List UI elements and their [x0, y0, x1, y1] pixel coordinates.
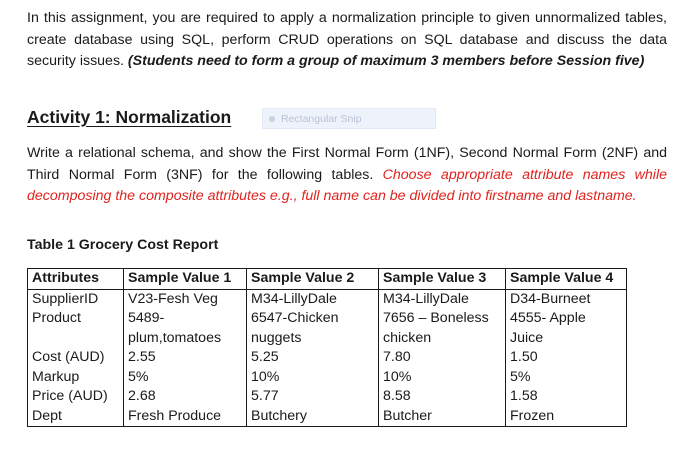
table-cell: Frozen [506, 407, 627, 427]
table-cell: 6547-Chicken [247, 309, 379, 329]
table-cell: 5.77 [247, 387, 379, 407]
table-row [28, 309, 627, 329]
instruction-text: Write a relational schema, and show the First Normal Form (1NF), Second Normal Form (2NF) and Third Normal Form (3NF) for the following tables. [27, 145, 667, 183]
table-cell: Price (AUD) [28, 387, 124, 407]
table-caption: Table 1 Grocery Cost Report [27, 237, 219, 253]
table-cell: Product [28, 309, 124, 329]
table-cell: Butchery [247, 407, 379, 427]
table-cell: Juice [506, 329, 627, 349]
column-header: Sample Value 4 [506, 269, 627, 290]
table-cell: 7.80 [379, 348, 506, 368]
grocery-cost-table [27, 268, 627, 427]
table-row [28, 348, 627, 368]
table-cell: 5% [124, 368, 247, 388]
intro-group-note: (Students need to form a group of maximum 3 members before Session five) [127, 53, 645, 69]
table-cell: plum,tomatoes [124, 329, 247, 349]
column-header: Sample Value 2 [247, 269, 379, 290]
table-cell: M34-LillyDale [247, 289, 379, 309]
table-cell: 5% [506, 368, 627, 388]
table-cell: Cost (AUD) [28, 348, 124, 368]
table-cell: 8.58 [379, 387, 506, 407]
table-cell: 2.68 [124, 387, 247, 407]
table-cell: 5.25 [247, 348, 379, 368]
table-header-row [28, 269, 627, 290]
column-header: Sample Value 3 [379, 269, 506, 290]
activity-heading: Activity 1: Normalization [27, 107, 232, 127]
table-row [28, 368, 627, 388]
table-row [28, 387, 627, 407]
table-row [28, 407, 627, 427]
instruction-paragraph [27, 143, 667, 208]
intro-paragraph [27, 8, 667, 73]
table-cell: M34-LillyDale [379, 289, 506, 309]
table-cell: chicken [379, 329, 506, 349]
instruction-note: Choose appropriate attribute names while decomposing the composite attributes e.g., full name can be divided into firstname and lastname. [27, 166, 667, 204]
table-row [28, 289, 627, 309]
column-header: Attributes [28, 269, 124, 290]
table-cell: 2.55 [124, 348, 247, 368]
table-cell: V23-Fesh Veg [124, 289, 247, 309]
table-cell: 10% [379, 368, 506, 388]
snip-label: Rectangular Snip [281, 112, 362, 125]
table-cell: D34-Burneet [506, 289, 627, 309]
table-cell: SupplierID [28, 289, 124, 309]
table-cell: Markup [28, 368, 124, 388]
table-row [28, 329, 627, 349]
rectangular-snip-tooltip[interactable] [262, 108, 436, 129]
table-cell: nuggets [247, 329, 379, 349]
intro-text: In this assignment, you are required to apply a normalization principle to given unnormalized tables, create database using SQL, perform CRUD operations on SQL database and discuss the data security issues. [27, 10, 667, 69]
table-cell: 7656 – Boneless [379, 309, 506, 329]
snip-icon [269, 116, 275, 122]
column-header: Sample Value 1 [124, 269, 247, 290]
table-cell: 4555- Apple [506, 309, 627, 329]
table-cell: 1.50 [506, 348, 627, 368]
table-cell: Dept [28, 407, 124, 427]
table-cell: Butcher [379, 407, 506, 427]
table-cell: Fresh Produce [124, 407, 247, 427]
table-cell: 10% [247, 368, 379, 388]
table-cell [28, 329, 124, 349]
table-cell: 1.58 [506, 387, 627, 407]
table-cell: 5489- [124, 309, 247, 329]
